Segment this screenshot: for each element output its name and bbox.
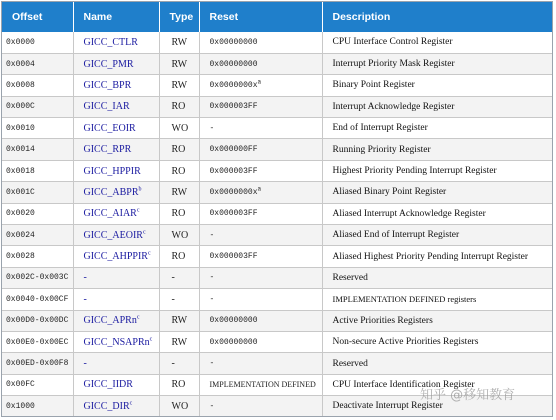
- cell-register-name: [73, 53, 159, 74]
- cell-offset-text: 0x00FC: [6, 380, 35, 390]
- cell-type: [159, 160, 199, 181]
- cell-offset: [2, 353, 73, 374]
- cell-reset: [199, 267, 322, 288]
- cell-reset-text: -: [209, 294, 215, 304]
- cell-type-text: RO: [171, 208, 186, 220]
- cell-type-text: -: [171, 272, 175, 284]
- cell-offset: [2, 374, 73, 395]
- table-header-row: [2, 2, 553, 32]
- cell-type-text: RO: [171, 379, 186, 391]
- cell-description: [322, 160, 553, 181]
- cell-register-name-text: GICC_IIDR: [83, 379, 133, 391]
- cell-register-name: [73, 203, 159, 224]
- cell-register-name: [73, 225, 159, 246]
- table-row: [2, 267, 553, 288]
- cell-description-text: Running Priority Register: [332, 144, 431, 155]
- cell-offset: [2, 246, 73, 267]
- table-row: [2, 139, 553, 160]
- cell-register-name-text: GICC_IAR: [83, 101, 130, 113]
- cell-type-text: WO: [171, 229, 189, 241]
- table-row: [2, 310, 553, 331]
- cell-description-text: Interrupt Priority Mask Register: [332, 59, 455, 70]
- cell-offset: [2, 160, 73, 181]
- cell-type: [159, 331, 199, 352]
- cell-type-text: RW: [171, 58, 188, 70]
- footnote-marker: c: [147, 250, 151, 257]
- cell-type: [159, 396, 199, 417]
- cell-reset: [199, 96, 322, 117]
- cell-register-name: [73, 75, 159, 96]
- footnote-marker: a: [257, 185, 262, 193]
- cell-type: [159, 32, 199, 53]
- cell-offset: [2, 225, 73, 246]
- cell-offset: [2, 139, 73, 160]
- cell-reset: [199, 75, 322, 96]
- table-row: [2, 289, 553, 310]
- cell-description: [322, 75, 553, 96]
- footnote-marker: a: [257, 78, 262, 86]
- cell-description-text: End of Interrupt Register: [332, 123, 428, 134]
- cell-offset-text: 0x0024: [6, 230, 35, 240]
- header-name: Name: [73, 2, 159, 32]
- cell-register-name: [73, 331, 159, 352]
- cell-offset: [2, 289, 73, 310]
- table-row: [2, 32, 553, 53]
- cell-description: [322, 353, 553, 374]
- cell-description: [322, 225, 553, 246]
- cell-type: [159, 246, 199, 267]
- cell-description-text: Interrupt Acknowledge Register: [332, 101, 455, 112]
- cell-offset-text: 0x002C-0x003C: [6, 273, 69, 283]
- cell-register-name: [73, 396, 159, 417]
- cell-type-text: RW: [171, 36, 188, 48]
- cell-register-name-text: GICC_HPPIR: [83, 165, 141, 177]
- cell-description-text: Aliased Highest Priority Pending Interrupt Register: [332, 251, 529, 262]
- cell-reset: [199, 182, 322, 203]
- cell-offset-text: 0x00E0-0x00EC: [6, 337, 69, 347]
- footnote-marker: b: [138, 186, 142, 193]
- cell-type: [159, 310, 199, 331]
- register-table-frame: [1, 1, 553, 417]
- cell-description: [322, 246, 553, 267]
- table-row: [2, 246, 553, 267]
- cell-type-text: RW: [171, 315, 188, 327]
- cell-description-text: Aliased End of Interrupt Register: [332, 230, 460, 241]
- cell-offset: [2, 118, 73, 139]
- cell-reset: [199, 374, 322, 395]
- table-row: [2, 203, 553, 224]
- cell-description-text: Aliased Binary Point Register: [332, 187, 447, 198]
- cell-offset: [2, 53, 73, 74]
- cell-reset-text: 0x0000000x: [209, 80, 258, 90]
- cell-type-text: WO: [171, 400, 189, 412]
- cell-register-name: [73, 32, 159, 53]
- table-row: [2, 96, 553, 117]
- cell-offset: [2, 75, 73, 96]
- cell-reset: [199, 53, 322, 74]
- cell-reset: [199, 225, 322, 246]
- cell-register-name-text: GICC_AEOIR: [83, 229, 143, 241]
- cell-offset: [2, 32, 73, 53]
- cell-reset: [199, 139, 322, 160]
- cell-reset: [199, 246, 322, 267]
- cell-type: [159, 75, 199, 96]
- cell-register-name-text: GICC_PMR: [83, 58, 134, 70]
- cell-offset-text: 0x0004: [6, 59, 35, 69]
- cell-type-text: RO: [171, 144, 186, 156]
- table-row: [2, 160, 553, 181]
- cell-reset-text: -: [209, 359, 215, 369]
- cell-description: [322, 289, 553, 310]
- cell-description-text: Active Priorities Registers: [332, 315, 433, 326]
- table-row: [2, 353, 553, 374]
- cell-type: [159, 267, 199, 288]
- cell-offset-text: 0x000C: [6, 102, 35, 112]
- cell-reset-text: -: [209, 401, 215, 411]
- cell-type: [159, 96, 199, 117]
- cell-register-name-text: -: [83, 293, 87, 305]
- cell-description: [322, 118, 553, 139]
- cell-reset-text: 0x000003FF: [209, 252, 258, 262]
- cell-description: [322, 96, 553, 117]
- cell-register-name-text: GICC_ABPR: [83, 186, 139, 198]
- cell-register-name: [73, 353, 159, 374]
- cell-reset-text: 0x000003FF: [209, 209, 258, 219]
- cell-reset-text: 0x000003FF: [209, 102, 258, 112]
- cell-type: [159, 225, 199, 246]
- header-type: Type: [159, 2, 199, 32]
- cell-description: [322, 267, 553, 288]
- cell-description: [322, 396, 553, 417]
- cell-offset-text: 0x0028: [6, 252, 35, 262]
- cell-reset: [199, 32, 322, 53]
- cell-type-text: RW: [171, 79, 188, 91]
- cell-register-name-text: GICC_DIR: [83, 400, 130, 412]
- cell-description: [322, 203, 553, 224]
- cell-reset: [199, 289, 322, 310]
- cell-description-text: Aliased Interrupt Acknowledge Register: [332, 208, 486, 219]
- cell-offset: [2, 203, 73, 224]
- cell-register-name-text: GICC_AHPPIR: [83, 251, 148, 263]
- cell-type: [159, 353, 199, 374]
- cell-offset-text: 0x0008: [6, 80, 35, 90]
- cell-description-text: Reserved: [332, 358, 368, 369]
- cell-description: [322, 182, 553, 203]
- cell-description: [322, 310, 553, 331]
- cell-register-name-text: -: [83, 358, 87, 370]
- cell-type: [159, 182, 199, 203]
- cell-register-name-text: GICC_APRn: [83, 315, 137, 327]
- cell-description-text: Non-secure Active Priorities Registers: [332, 337, 479, 348]
- cell-register-name-text: GICC_NSAPRn: [83, 336, 150, 348]
- cell-type: [159, 53, 199, 74]
- cell-register-name-text: GICC_EOIR: [83, 122, 136, 134]
- cell-description: [322, 139, 553, 160]
- cell-offset-text: 0x0020: [6, 209, 35, 219]
- cell-reset-text: 0x00000000: [209, 316, 258, 326]
- cell-description-text: Reserved: [332, 272, 368, 283]
- cell-type-text: RO: [171, 165, 186, 177]
- cell-offset-text: 0x0018: [6, 166, 35, 176]
- cell-reset-text: -: [209, 230, 215, 240]
- cell-offset: [2, 310, 73, 331]
- cell-register-name: [73, 118, 159, 139]
- cell-type-text: WO: [171, 122, 189, 134]
- table-row: [2, 118, 553, 139]
- cell-type-text: -: [171, 358, 175, 370]
- table-row: [2, 225, 553, 246]
- footnote-marker: c: [129, 400, 133, 407]
- watermark-text: 知乎 @移知教育: [420, 388, 516, 403]
- header-reset: Reset: [199, 2, 322, 32]
- cell-offset-text: 0x00ED-0x00F8: [6, 359, 69, 369]
- cell-type-text: -: [171, 293, 175, 305]
- cell-type: [159, 374, 199, 395]
- cell-description: [322, 53, 553, 74]
- cell-register-name: [73, 182, 159, 203]
- cell-description-text: Highest Priority Pending Interrupt Register: [332, 166, 497, 177]
- cell-description-text: CPU Interface Identification Register: [332, 379, 475, 390]
- cell-type-text: RO: [171, 101, 186, 113]
- register-map-table: [2, 2, 553, 417]
- cell-offset: [2, 331, 73, 352]
- table-row: [2, 396, 553, 417]
- table-row: [2, 75, 553, 96]
- cell-type: [159, 118, 199, 139]
- cell-register-name-text: GICC_BPR: [83, 79, 132, 91]
- header-description: Description: [332, 11, 391, 23]
- footnote-marker: c: [142, 229, 146, 236]
- cell-register-name: [73, 374, 159, 395]
- cell-description-text: IMPLEMENTATION DEFINED registers: [332, 294, 477, 305]
- cell-offset: [2, 396, 73, 417]
- cell-type-text: RW: [171, 336, 188, 348]
- cell-description-text: Deactivate Interrupt Register: [332, 401, 443, 412]
- cell-reset-text: 0x00000000: [209, 37, 258, 47]
- cell-register-name: [73, 160, 159, 181]
- cell-description: [322, 331, 553, 352]
- cell-type: [159, 139, 199, 160]
- cell-description: [322, 374, 553, 395]
- cell-reset-text: 0x00000000: [209, 59, 258, 69]
- cell-offset-text: 0x001C: [6, 187, 35, 197]
- footnote-marker: c: [136, 207, 140, 214]
- cell-reset-text: 0x0000000x: [209, 187, 258, 197]
- cell-type: [159, 289, 199, 310]
- cell-reset-text: -: [209, 273, 215, 283]
- cell-description-text: Binary Point Register: [332, 80, 415, 91]
- table-row: [2, 331, 553, 352]
- cell-reset-text: 0x000000FF: [209, 145, 258, 155]
- header-offset: Offset: [2, 2, 73, 32]
- table-row: [2, 53, 553, 74]
- cell-offset-text: 0x0014: [6, 145, 35, 155]
- cell-description: [322, 32, 553, 53]
- cell-reset: [199, 396, 322, 417]
- cell-reset-text: -: [209, 123, 215, 133]
- cell-register-name: [73, 246, 159, 267]
- cell-offset: [2, 96, 73, 117]
- footnote-marker: c: [149, 336, 153, 343]
- table-row: [2, 182, 553, 203]
- footnote-marker: c: [136, 314, 140, 321]
- table-row: [2, 374, 553, 395]
- cell-reset: [199, 160, 322, 181]
- cell-reset: [199, 331, 322, 352]
- cell-reset-text: 0x00000000: [209, 337, 258, 347]
- cell-register-name-text: -: [83, 272, 87, 284]
- cell-register-name: [73, 96, 159, 117]
- cell-description-text: CPU Interface Control Register: [332, 37, 453, 48]
- cell-offset-text: 0x1000: [6, 401, 35, 411]
- cell-reset: [199, 203, 322, 224]
- cell-type-text: RO: [171, 251, 186, 263]
- cell-type-text: RW: [171, 186, 188, 198]
- cell-offset: [2, 182, 73, 203]
- cell-type: [159, 203, 199, 224]
- cell-register-name: [73, 310, 159, 331]
- cell-offset-text: 0x00D0-0x00DC: [6, 316, 69, 326]
- cell-register-name: [73, 289, 159, 310]
- cell-offset-text: 0x0040-0x00CF: [6, 294, 69, 304]
- cell-register-name-text: GICC_AIAR: [83, 208, 137, 220]
- cell-register-name: [73, 139, 159, 160]
- cell-offset: [2, 267, 73, 288]
- cell-reset-text: IMPLEMENTATION DEFINED: [209, 380, 316, 390]
- cell-reset: [199, 118, 322, 139]
- cell-reset: [199, 353, 322, 374]
- cell-register-name-text: GICC_CTLR: [83, 36, 138, 48]
- cell-offset-text: 0x0010: [6, 123, 35, 133]
- cell-reset-text: 0x000003FF: [209, 166, 258, 176]
- cell-register-name-text: GICC_RPR: [83, 144, 132, 156]
- cell-offset-text: 0x0000: [6, 37, 35, 47]
- cell-reset: [199, 310, 322, 331]
- cell-register-name: [73, 267, 159, 288]
